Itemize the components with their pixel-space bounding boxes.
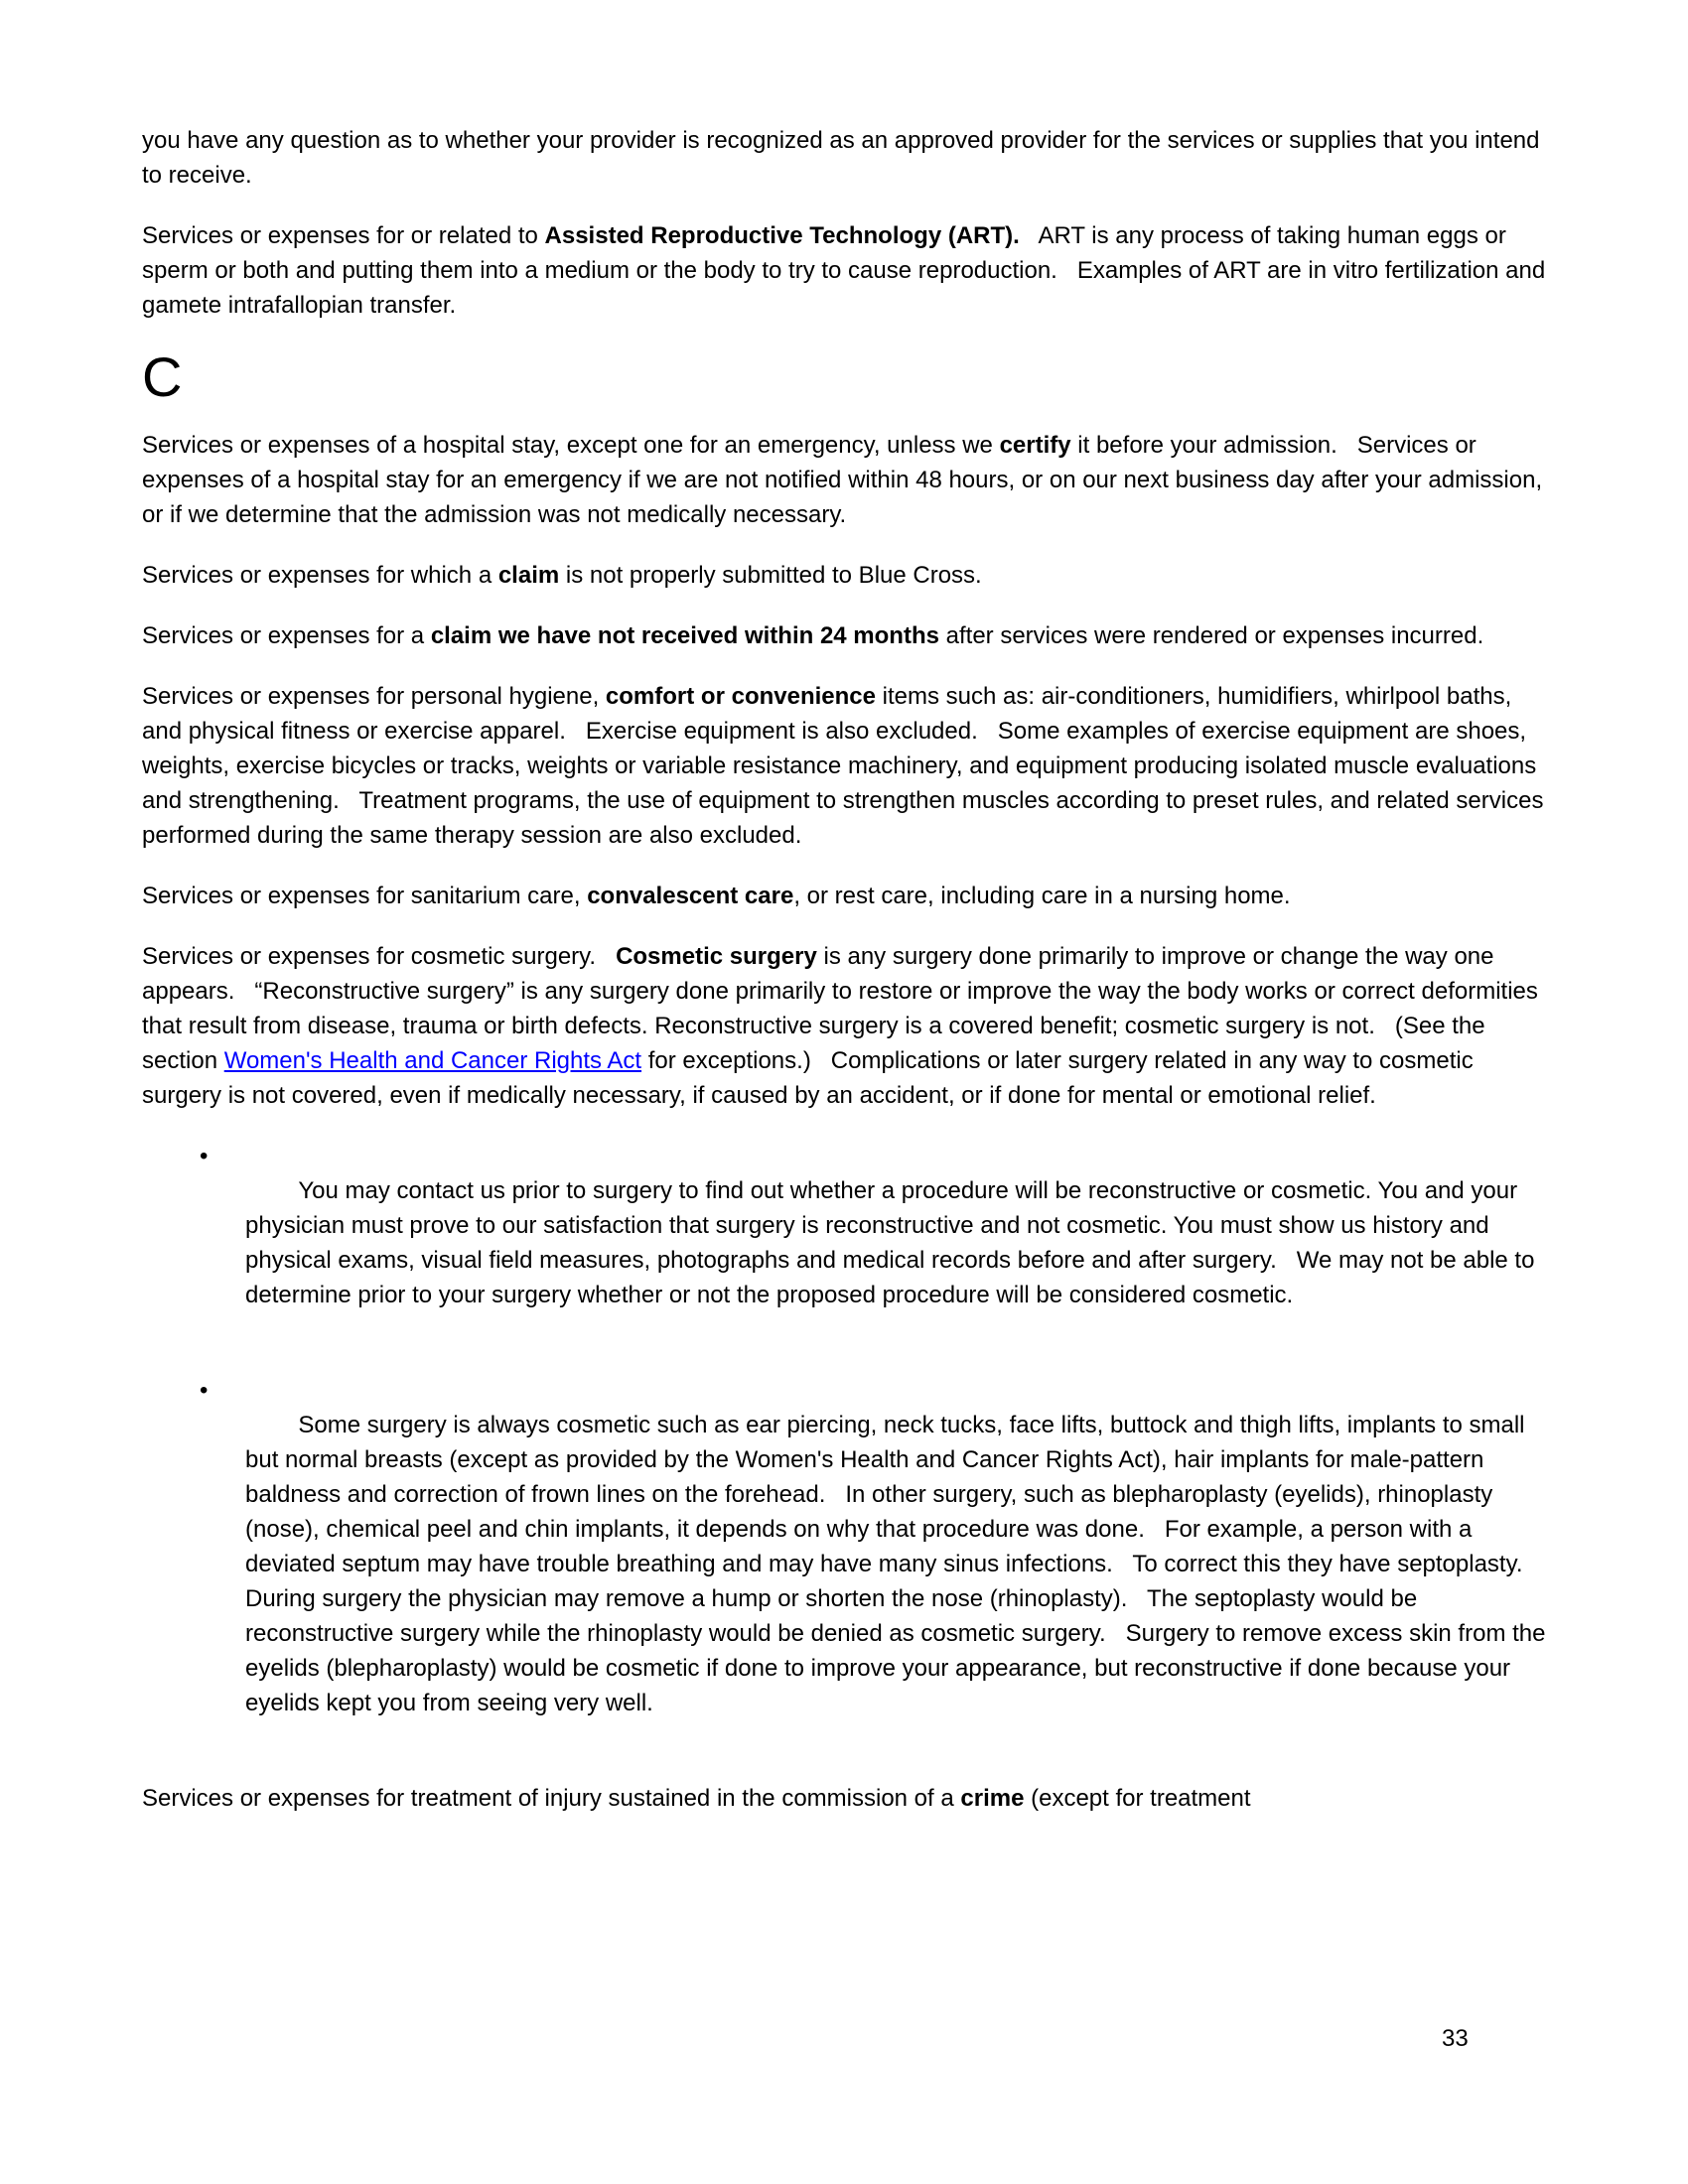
bold-text: claim: [497, 562, 560, 589]
paragraph-hospital-stay: [142, 428, 1549, 532]
bullet-text: [245, 1177, 1541, 1308]
paragraph-comfort-convenience: [142, 679, 1551, 853]
section-heading-c: C: [142, 345, 183, 408]
bullet-icon: •: [200, 1377, 209, 1404]
bullet-contact-prior-to-surgery: [142, 1139, 1546, 1347]
body-text: Services or expenses for a: [142, 622, 431, 649]
bullet-always-cosmetic: [142, 1373, 1553, 1755]
paragraph-claim-submission: [142, 558, 1546, 593]
body-text: You may contact us prior to surgery to find out whether a procedure will be reconstructive or cosmetic. You and your physician must prove to our satisfaction that surgery is reconstructive and not cosmetic. You must show us history and physical exams, visual field measures, photographs and medical records before and after surgery. We may not be able to determine prior to your surgery whether or not the proposed procedure will be considered cosmetic.: [245, 1177, 1542, 1308]
bullet-icon: •: [200, 1143, 209, 1169]
body-text: Services or expenses for which a: [142, 562, 498, 589]
body-text: Services or expenses of a hospital stay, except one for an emergency, unless we: [142, 432, 1000, 459]
body-text: (except for treatment: [1024, 1785, 1251, 1812]
body-text: after services were rendered or expenses incurred.: [938, 622, 1484, 649]
paragraph-cosmetic-surgery: [142, 939, 1546, 1113]
body-text: is not properly submitted to Blue Cross.: [559, 562, 982, 589]
bold-text: convalescent care: [587, 883, 794, 909]
paragraph-crime: [142, 1781, 1546, 1816]
body-text: Services or expenses for treatment of injury sustained in the commission of a: [142, 1785, 961, 1812]
document-content: [142, 123, 1553, 1842]
body-text: Some surgery is always cosmetic such as ear piercing, neck tucks, face lifts, buttock and thigh lifts, implants to small but normal breasts (except as provided by the Women's Health and Cancer Rights Act), hair implants for male-pattern baldness and correction of frown lines on the forehead. In other surgery, such as blepharoplasty (eyelids), rhinoplasty (nose), chemical peel and chin implants, it depends on why that procedure was done. For example, a person with a deviated septum may have trouble breathing and may have many sinus infections. To correct this they have septoplasty. During surgery the physician may remove a hump or shorten the nose (rhinoplasty). The septoplasty would be reconstructive surgery while the rhinoplasty would be denied as cosmetic surgery. Surgery to remove excess skin from the eyelids (blepharoplasty) would be cosmetic if done to improve your appearance, but reconstructive if done because your eyelids kept you from seeing very well.: [245, 1412, 1553, 1716]
body-text: it before your admission. Services or expenses of a hospital stay for an emergency if we are not notified within 48 hours, or on our next business day after your admission, or if we determine that the admission was not medically necessary.: [142, 432, 1549, 528]
body-text: items such as: air-conditioners, humidifiers, whirlpool baths, and physical fitness or exercise apparel. Exercise equipment is also excluded. Some examples of exercise equipment are shoes, weights, exercise bicycles or tracks, weights or variable resistance machinery, and equipment producing isolated muscle evaluations and strengthening. Treatment programs, the use of equipment to strengthen muscles according to preset rules, and related services performed during the same therapy session are also excluded.: [142, 683, 1551, 849]
womens-health-link[interactable]: Women's Health and Cancer Rights Act: [223, 1047, 642, 1074]
bold-text: claim we have not received within 24 months: [430, 622, 939, 649]
bold-text: Cosmetic surgery: [616, 943, 817, 970]
bold-text: Assisted Reproductive Technology (ART).: [544, 222, 1020, 249]
bold-text: comfort or convenience: [605, 683, 876, 710]
bold-text: certify: [999, 432, 1071, 459]
body-text: for exceptions.) Complications or later surgery related in any way to cosmetic surgery is not covered, even if medically necessary, if caused by an accident, or if done for mental or emotional relief.: [142, 1047, 1480, 1109]
body-text: Services or expenses for sanitarium care,: [142, 883, 588, 909]
body-text: Services or expenses for cosmetic surgery.: [142, 943, 617, 970]
body-text: , or rest care, including care in a nursing home.: [793, 883, 1291, 909]
body-text: is any surgery done primarily to improve or change the way one appears. “Reconstructive surgery” is any surgery done primarily to restore or improve the way the body works or correct deformities that result from disease, trauma or birth defects. Reconstructive surgery is a covered benefit; cosmetic surgery is not. (See the section: [142, 943, 1545, 1074]
body-text: ART is any process of taking human eggs or sperm or both and putting them into a medium or the body to try to cause reproduction. Examples of ART are in vitro fertilization and gamete intrafallopian transfer.: [142, 222, 1552, 319]
body-text: Services or expenses for or related to: [142, 222, 545, 249]
paragraph-sanitarium-care: [142, 879, 1546, 913]
paragraph-provider-question: [142, 123, 1546, 193]
page-number: 33: [1442, 2025, 1469, 2052]
body-text: Services or expenses for personal hygiene,: [142, 683, 606, 710]
paragraph-claim-24-months: [142, 618, 1546, 653]
bullet-text: [245, 1412, 1552, 1716]
paragraph-art: [142, 218, 1552, 323]
bold-text: crime: [960, 1785, 1025, 1812]
cosmetic-surgery-bullet-list: [142, 1139, 1553, 1755]
body-text: you have any question as to whether your provider is recognized as an approved provider for the services or supplies that you intend to receive.: [142, 127, 1547, 189]
